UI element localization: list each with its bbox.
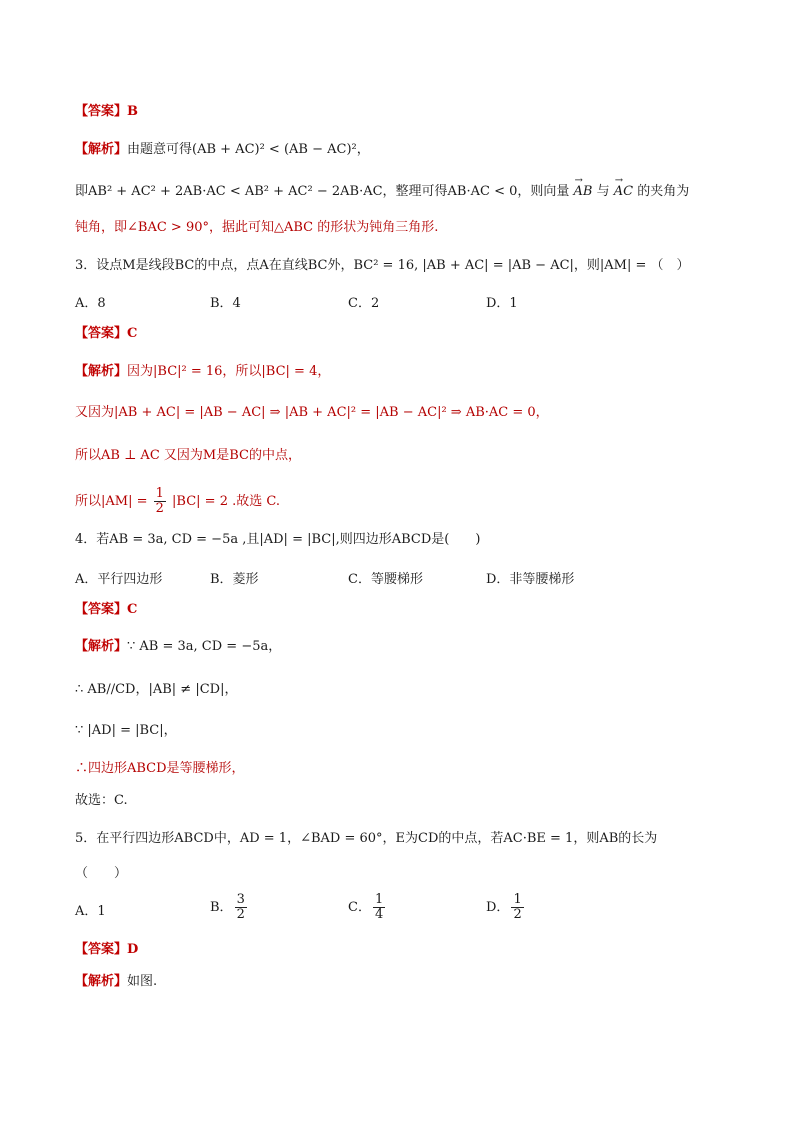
question-text: BC² = 16, |AB + AC| = |AB − AC|，则|AM| = （ ） [353,258,690,273]
q5-analysis-line1 [75,972,754,992]
analysis-text: 又因为|AB + AC| = |AB − AC| ⇒ |AB + AC|² = |AB − AC|² ⇒ AB·AC = 0， [75,405,549,420]
q2-analysis-line1 [75,140,754,160]
option-label: C． [348,900,371,915]
q5-answer-line [75,940,754,960]
analysis-text: 与 [596,184,610,199]
answer-value: B [127,104,139,119]
fraction [154,487,166,516]
fraction-denominator: 2 [155,501,164,516]
analysis-tag: 【解析】 [75,142,128,157]
fraction [373,893,385,922]
q3-option-b: B．4 [210,296,241,311]
q4-analysis-line1 [75,637,754,657]
q3-option-d: D．1 [486,296,518,311]
analysis-text: ∴四边形ABCD是等腰梯形， [75,761,245,776]
vector-ab: → AB [574,182,593,202]
analysis-text: 的夹角为 [637,184,690,199]
analysis-text: 如图. [127,974,158,989]
q4-option-b: B．菱形 [210,572,259,587]
q3-stem [75,256,754,276]
question-text: 3．设点M是线段BC的中点，点A在直线BC外， [75,258,354,273]
q3-analysis-line4 [75,487,754,516]
fraction-denominator: 4 [374,907,384,922]
analysis-text: ∵ AB = 3a, CD = −5a， [127,639,282,654]
fraction-numerator: 1 [374,892,384,907]
q5-option-a [75,902,106,922]
q3-analysis-line3 [75,446,754,466]
q2-analysis-line3 [75,218,754,238]
analysis-text: 即AB² + AC² + 2AB·AC < AB² + AC² − 2AB·AC，整理可得AB·AC < 0，则向量 [75,184,570,199]
q4-option-c: C．等腰梯形 [348,572,423,587]
answer-tag: 【答案】 [75,104,128,119]
vector-ac: → AC [614,182,633,202]
answer-tag: 【答案】 [75,942,128,957]
analysis-text: 因为|BC|² = 16，所以|BC| = 4， [127,364,331,379]
q4-analysis-line4 [75,759,754,779]
analysis-tag: 【解析】 [75,364,128,379]
answer-value: D [127,942,139,957]
q4-stem [75,530,754,550]
analysis-text: 所以|AM| = [75,494,148,509]
option-label: D． [486,900,510,915]
fraction-numerator: 1 [513,892,522,907]
fraction-denominator: 2 [513,907,522,922]
q4-analysis-line3 [75,721,754,741]
option-label: A． [75,904,98,919]
q5-option-c [348,893,387,922]
analysis-text: |BC| = 2 .故选 C. [172,494,280,509]
fraction-numerator: 1 [155,486,164,501]
question-text: （ ） [75,866,128,881]
q3-option-c: C．2 [348,296,380,311]
analysis-text: 所以AB ⊥ AC 又因为M是BC的中点， [75,448,301,463]
q2-analysis-line2 [75,182,754,202]
analysis-text: 钝角，即∠BAC > 90°，据此可知△ABC 的形状为钝角三角形. [75,220,439,235]
q3-answer-line [75,324,754,344]
question-text: 5．在平行四边形ABCD中，AD = 1，∠BAD = 60°，E为CD的中点，若AC·BE = 1，则AB的长为 [75,831,658,846]
answer-tag: 【答案】 [75,326,128,341]
analysis-text: 故选：C. [75,793,128,808]
analysis-text: ∵ |AD| = |BC|， [75,723,177,738]
q3-option-a: A．8 [75,296,106,311]
option-label: B． [210,900,233,915]
analysis-text: 由题意可得(AB + AC)² < (AB − AC)²， [127,142,370,157]
question-text: 4．若AB = 3a, CD = −5a ,且|AD| = |BC|,则四边形ABCD是( ) [75,532,481,547]
answer-value: C [127,326,138,341]
q5-option-d [486,893,526,922]
q5-option-b [210,893,249,922]
analysis-tag: 【解析】 [75,974,128,989]
q4-option-a: A．平行四边形 [75,572,163,587]
analysis-tag: 【解析】 [75,639,128,654]
q4-analysis-line5 [75,791,754,811]
fraction [235,893,247,922]
q5-stem-paren [75,864,754,884]
q3-analysis-line2 [75,403,754,423]
answer-tag: 【答案】 [75,602,128,617]
q4-answer-line [75,600,754,620]
q4-analysis-line2 [75,680,754,700]
q3-analysis-line1 [75,362,754,382]
fraction-denominator: 2 [236,907,245,922]
answer-value: C [127,602,138,617]
fraction [511,893,523,922]
q2-answer-line [75,102,754,122]
fraction-numerator: 3 [236,892,245,907]
q4-option-d: D．非等腰梯形 [486,572,575,587]
q5-stem [75,829,754,849]
analysis-text: ∴ AB//CD，|AB| ≠ |CD|， [75,682,238,697]
option-value: 1 [97,904,106,919]
